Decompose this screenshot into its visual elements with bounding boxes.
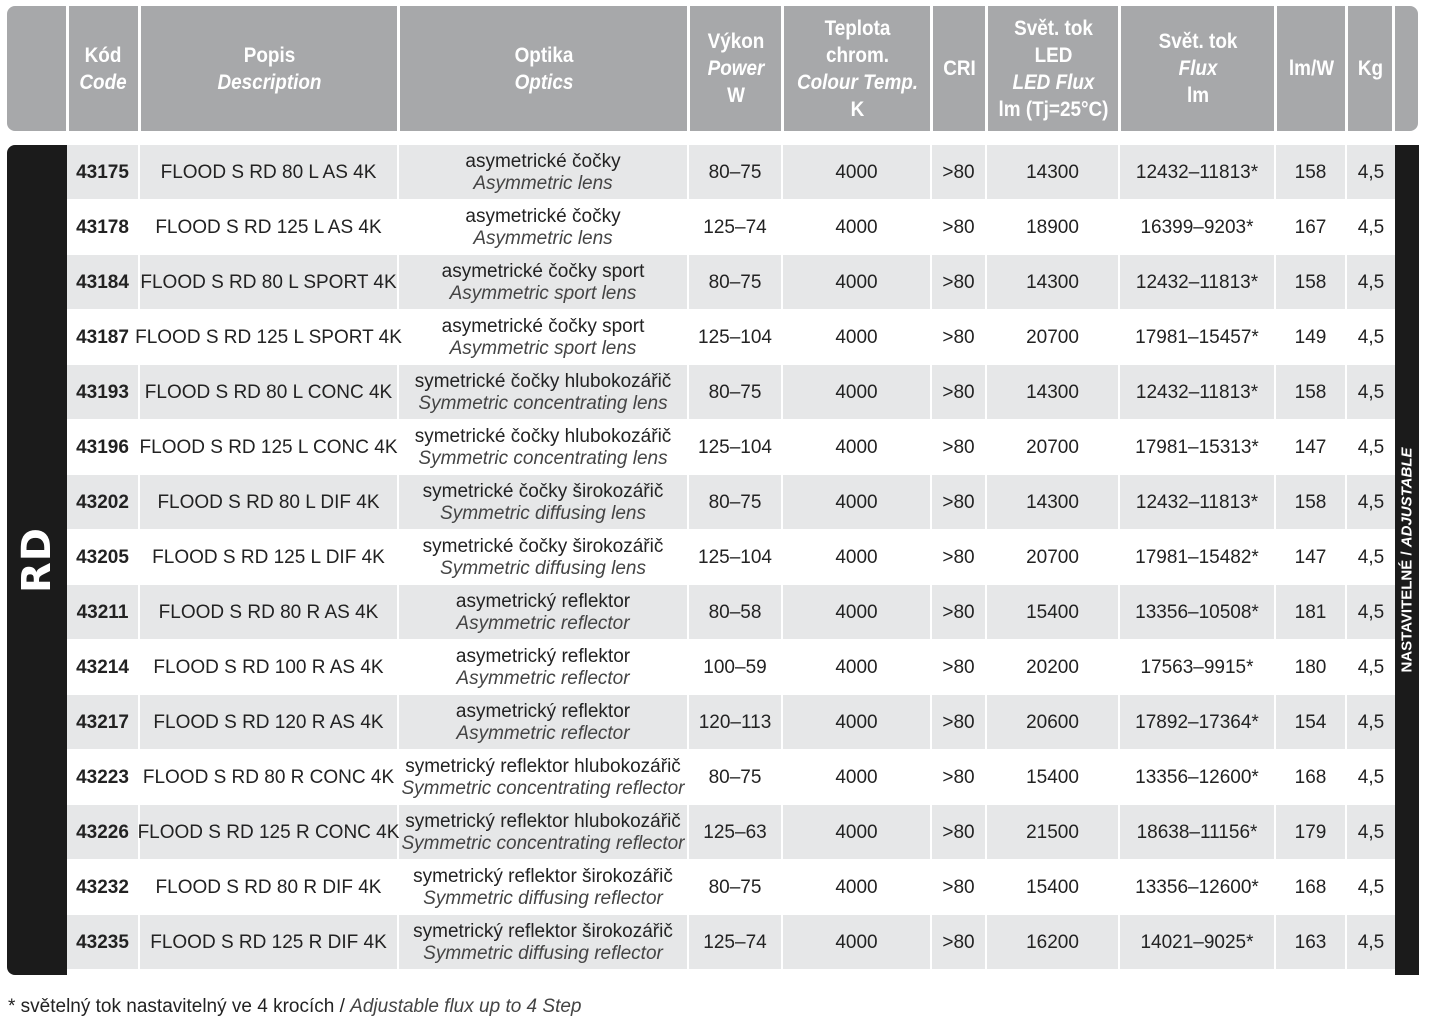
cell-colour-temp: 4000 bbox=[783, 475, 932, 530]
header-power-en: Power bbox=[707, 57, 765, 80]
cell-kg: 4,5 bbox=[1357, 326, 1385, 348]
cell-lm-per-w: 158 bbox=[1276, 255, 1347, 310]
cell-led-flux: 14300 bbox=[987, 475, 1120, 530]
cell-code: 43178 bbox=[67, 200, 140, 255]
cell-code: 43175 bbox=[67, 145, 140, 200]
optics-cz: asymetrický reflektor bbox=[455, 700, 631, 722]
header-optics-cz: Optika bbox=[514, 43, 574, 67]
table-row bbox=[67, 585, 1395, 640]
header-temp-cz: Teplota chrom. bbox=[824, 16, 891, 67]
cell-cri: >80 bbox=[932, 585, 987, 640]
cell-flux: 17563–9915* bbox=[1120, 640, 1276, 695]
header-temp-en: Colour Temp. bbox=[796, 70, 919, 94]
cell-description: FLOOD S RD 80 L CONC 4K bbox=[140, 365, 399, 420]
cell-power: 80–75 bbox=[689, 255, 783, 310]
cell-lm-per-w: 158 bbox=[1276, 475, 1347, 530]
cell-description: FLOOD S RD 80 L SPORT 4K bbox=[140, 255, 399, 310]
header-code-en: Code bbox=[79, 70, 127, 94]
cell-power: 125–74 bbox=[689, 200, 783, 255]
cell-optics bbox=[399, 200, 689, 255]
header-divider bbox=[1118, 6, 1121, 131]
cell-led-flux: 16200 bbox=[987, 915, 1120, 970]
header-desc-cz: Popis bbox=[243, 43, 296, 67]
header-divider bbox=[1345, 6, 1348, 131]
cell-code: 43187 bbox=[67, 310, 140, 365]
cell-power: 125–63 bbox=[689, 805, 783, 860]
cell-colour-temp: 4000 bbox=[783, 915, 932, 970]
cell-lm-per-w: 158 bbox=[1276, 145, 1347, 200]
cell-led-flux: 15400 bbox=[987, 585, 1120, 640]
cell-led-flux: 15400 bbox=[987, 750, 1120, 805]
header-divider bbox=[1392, 6, 1395, 131]
cell-cri: >80 bbox=[932, 750, 987, 805]
table-row bbox=[67, 860, 1395, 915]
cell-cri: >80 bbox=[932, 860, 987, 915]
cell-colour-temp: 4000 bbox=[783, 420, 932, 475]
optics-cz: symetrický reflektor hlubokozářič bbox=[405, 755, 681, 777]
cell-description: FLOOD S RD 125 L CONC 4K bbox=[140, 420, 399, 475]
optics-en: Asymmetric sport lens bbox=[449, 282, 637, 304]
cell-led-flux: 14300 bbox=[987, 365, 1120, 420]
header-lmw-label: lm/W bbox=[1288, 57, 1335, 80]
cell-cri: >80 bbox=[932, 310, 987, 365]
header-kg-label: Kg bbox=[1357, 57, 1384, 80]
cell-kg: 4,5 bbox=[1357, 216, 1385, 238]
optics-cz: asymetrické čočky sport bbox=[441, 315, 645, 337]
cell-lm-per-w: 147 bbox=[1276, 420, 1347, 475]
cell-kg: 4,5 bbox=[1357, 546, 1385, 568]
table-row bbox=[67, 420, 1395, 475]
table-row bbox=[67, 640, 1395, 695]
cell-kg: 4,5 bbox=[1357, 271, 1385, 293]
header-flux-cz: Svět. tok bbox=[1158, 30, 1238, 53]
cell-lm-per-w: 158 bbox=[1276, 365, 1347, 420]
optics-cz: asymetrický reflektor bbox=[455, 590, 631, 612]
cell-code: 43223 bbox=[67, 750, 140, 805]
cell-lm-per-w: 147 bbox=[1276, 530, 1347, 585]
cell-optics bbox=[399, 530, 689, 585]
cell-description: FLOOD S RD 125 L SPORT 4K bbox=[140, 310, 399, 365]
header-divider bbox=[781, 6, 784, 131]
cell-kg: 4,5 bbox=[1357, 821, 1385, 843]
optics-en: Symmetric diffusing reflector bbox=[423, 887, 663, 909]
cell-flux: 13356–12600* bbox=[1120, 860, 1276, 915]
cell-led-flux: 14300 bbox=[987, 255, 1120, 310]
optics-en: Symmetric diffusing reflector bbox=[423, 942, 663, 964]
adjustable-side-label bbox=[1399, 447, 1416, 672]
cell-kg: 4,5 bbox=[1357, 711, 1385, 733]
cell-led-flux: 20700 bbox=[987, 420, 1120, 475]
header-desc-en: Description bbox=[217, 70, 322, 94]
cell-optics bbox=[399, 750, 689, 805]
cell-flux: 13356–10508* bbox=[1120, 585, 1276, 640]
cell-optics bbox=[399, 915, 689, 970]
table-row bbox=[67, 530, 1395, 585]
cell-kg: 4,5 bbox=[1357, 381, 1385, 403]
cell-power: 80–75 bbox=[689, 860, 783, 915]
cell-code: 43214 bbox=[67, 640, 140, 695]
cell-flux: 12432–11813* bbox=[1120, 145, 1276, 200]
optics-en: Asymmetric reflector bbox=[456, 612, 630, 634]
cell-flux: 17981–15482* bbox=[1120, 530, 1276, 585]
cell-colour-temp: 4000 bbox=[783, 750, 932, 805]
optics-cz: symetrické čočky hlubokozářič bbox=[414, 370, 672, 392]
cell-cri: >80 bbox=[932, 255, 987, 310]
cell-cri: >80 bbox=[932, 200, 987, 255]
cell-flux: 12432–11813* bbox=[1120, 255, 1276, 310]
cell-flux: 17981–15313* bbox=[1120, 420, 1276, 475]
cell-cri: >80 bbox=[932, 530, 987, 585]
cell-led-flux: 20200 bbox=[987, 640, 1120, 695]
cell-flux: 18638–11156* bbox=[1120, 805, 1276, 860]
footnote-en: Adjustable flux up to 4 Step bbox=[350, 996, 582, 1017]
cell-description: FLOOD S RD 80 R DIF 4K bbox=[140, 860, 399, 915]
cell-code: 43205 bbox=[67, 530, 140, 585]
table-row bbox=[67, 310, 1395, 365]
header-code-cz: Kód bbox=[84, 43, 122, 67]
cell-optics bbox=[399, 255, 689, 310]
cell-flux: 17892–17364* bbox=[1120, 695, 1276, 750]
optics-cz: symetrické čočky širokozářič bbox=[422, 535, 664, 557]
cell-kg: 4,5 bbox=[1357, 601, 1385, 623]
cell-flux: 12432–11813* bbox=[1120, 475, 1276, 530]
optics-en: Symmetric concentrating reflector bbox=[401, 777, 685, 799]
cell-optics bbox=[399, 365, 689, 420]
cell-kg: 4,5 bbox=[1357, 876, 1385, 898]
header-code bbox=[71, 6, 136, 131]
header-power-unit: W bbox=[727, 84, 745, 107]
cell-code: 43196 bbox=[67, 420, 140, 475]
optics-en: Symmetric diffusing lens bbox=[440, 557, 646, 579]
header-divider bbox=[66, 6, 69, 131]
cell-code: 43184 bbox=[67, 255, 140, 310]
header-flux-unit: lm bbox=[1186, 84, 1210, 107]
header-ledflux-cz: Svět. tok LED bbox=[1014, 16, 1093, 67]
cell-description: FLOOD S RD 125 L DIF 4K bbox=[140, 530, 399, 585]
table-row bbox=[67, 805, 1395, 860]
table-row bbox=[67, 145, 1395, 200]
header-cri-label: CRI bbox=[943, 57, 976, 80]
header-optics bbox=[414, 6, 673, 131]
cell-colour-temp: 4000 bbox=[783, 310, 932, 365]
cell-power: 80–75 bbox=[689, 475, 783, 530]
cell-optics bbox=[399, 420, 689, 475]
side-label-cz: NASTAVITELNÉ / bbox=[1398, 547, 1416, 673]
header-divider bbox=[930, 6, 933, 131]
cell-power: 120–113 bbox=[689, 695, 783, 750]
cell-code: 43211 bbox=[67, 585, 140, 640]
header-flux bbox=[1129, 6, 1268, 131]
header-divider bbox=[1274, 6, 1277, 131]
cell-code: 43202 bbox=[67, 475, 140, 530]
header-ledflux-en: LED Flux bbox=[1012, 70, 1095, 94]
header-temp-unit: K bbox=[850, 97, 865, 121]
cell-cri: >80 bbox=[932, 365, 987, 420]
cell-lm-per-w: 167 bbox=[1276, 200, 1347, 255]
header-lm-per-w bbox=[1280, 6, 1342, 131]
footnote bbox=[8, 996, 582, 1018]
optics-en: Symmetric concentrating lens bbox=[418, 392, 668, 414]
cell-optics bbox=[399, 805, 689, 860]
cell-code: 43217 bbox=[67, 695, 140, 750]
cell-power: 80–75 bbox=[689, 750, 783, 805]
optics-en: Asymmetric lens bbox=[473, 172, 613, 194]
cell-kg: 4,5 bbox=[1357, 161, 1385, 183]
cell-optics bbox=[399, 145, 689, 200]
header-kg bbox=[1350, 6, 1391, 131]
cell-description: FLOOD S RD 80 R CONC 4K bbox=[140, 750, 399, 805]
cell-cri: >80 bbox=[932, 640, 987, 695]
cell-flux: 17981–15457* bbox=[1120, 310, 1276, 365]
cell-led-flux: 20700 bbox=[987, 530, 1120, 585]
optics-en: Asymmetric sport lens bbox=[449, 337, 637, 359]
table-row bbox=[67, 200, 1395, 255]
cell-kg: 4,5 bbox=[1357, 436, 1385, 458]
cell-power: 80–58 bbox=[689, 585, 783, 640]
cell-cri: >80 bbox=[932, 420, 987, 475]
header-optics-en: Optics bbox=[514, 70, 574, 94]
cell-kg: 4,5 bbox=[1357, 931, 1385, 953]
optics-cz: asymetrické čočky bbox=[465, 150, 621, 172]
cell-colour-temp: 4000 bbox=[783, 695, 932, 750]
cell-kg: 4,5 bbox=[1357, 656, 1385, 678]
cell-code: 43232 bbox=[67, 860, 140, 915]
cell-flux: 14021–9025* bbox=[1120, 915, 1276, 970]
product-table bbox=[67, 145, 1395, 970]
table-row bbox=[67, 475, 1395, 530]
cell-optics bbox=[399, 475, 689, 530]
cell-lm-per-w: 154 bbox=[1276, 695, 1347, 750]
cell-lm-per-w: 181 bbox=[1276, 585, 1347, 640]
table-row bbox=[67, 750, 1395, 805]
cell-description: FLOOD S RD 80 L AS 4K bbox=[140, 145, 399, 200]
cell-power: 125–104 bbox=[689, 310, 783, 365]
header-colour-temp bbox=[791, 6, 923, 131]
cell-optics bbox=[399, 640, 689, 695]
cell-colour-temp: 4000 bbox=[783, 585, 932, 640]
cell-power: 125–104 bbox=[689, 530, 783, 585]
rd-logo: RD bbox=[14, 526, 60, 594]
cell-description: FLOOD S RD 125 R DIF 4K bbox=[140, 915, 399, 970]
cell-colour-temp: 4000 bbox=[783, 805, 932, 860]
optics-en: Asymmetric reflector bbox=[456, 722, 630, 744]
cell-lm-per-w: 180 bbox=[1276, 640, 1347, 695]
cell-colour-temp: 4000 bbox=[783, 530, 932, 585]
header-power bbox=[695, 6, 778, 131]
cell-optics bbox=[399, 860, 689, 915]
cell-colour-temp: 4000 bbox=[783, 860, 932, 915]
cell-cri: >80 bbox=[932, 695, 987, 750]
optics-cz: asymetrické čočky bbox=[465, 205, 621, 227]
cell-flux: 13356–12600* bbox=[1120, 750, 1276, 805]
cell-code: 43235 bbox=[67, 915, 140, 970]
cell-lm-per-w: 168 bbox=[1276, 860, 1347, 915]
header-divider bbox=[687, 6, 690, 131]
optics-cz: symetrické čočky hlubokozářič bbox=[414, 425, 672, 447]
cell-description: FLOOD S RD 125 L AS 4K bbox=[140, 200, 399, 255]
optics-en: Symmetric concentrating reflector bbox=[401, 832, 685, 854]
cell-description: FLOOD S RD 125 R CONC 4K bbox=[140, 805, 399, 860]
table-row bbox=[67, 915, 1395, 970]
cell-description: FLOOD S RD 80 L DIF 4K bbox=[140, 475, 399, 530]
header-led-flux bbox=[995, 6, 1113, 131]
header-power-cz: Výkon bbox=[707, 30, 765, 53]
optics-cz: symetrický reflektor hlubokozářič bbox=[405, 810, 681, 832]
cell-colour-temp: 4000 bbox=[783, 200, 932, 255]
optics-cz: symetrický reflektor širokozářič bbox=[413, 920, 673, 942]
cell-flux: 12432–11813* bbox=[1120, 365, 1276, 420]
cell-flux: 16399–9203* bbox=[1120, 200, 1276, 255]
header-divider bbox=[138, 6, 141, 131]
cell-power: 80–75 bbox=[689, 145, 783, 200]
cell-led-flux: 15400 bbox=[987, 860, 1120, 915]
cell-kg: 4,5 bbox=[1357, 766, 1385, 788]
cell-led-flux: 14300 bbox=[987, 145, 1120, 200]
header-divider bbox=[985, 6, 988, 131]
cell-led-flux: 18900 bbox=[987, 200, 1120, 255]
cell-description: FLOOD S RD 100 R AS 4K bbox=[140, 640, 399, 695]
optics-cz: symetrické čočky širokozářič bbox=[422, 480, 664, 502]
cell-lm-per-w: 179 bbox=[1276, 805, 1347, 860]
cell-code: 43226 bbox=[67, 805, 140, 860]
cell-kg: 4,5 bbox=[1357, 491, 1385, 513]
cell-optics bbox=[399, 310, 689, 365]
header-divider bbox=[397, 6, 400, 131]
cell-lm-per-w: 168 bbox=[1276, 750, 1347, 805]
cell-led-flux: 20700 bbox=[987, 310, 1120, 365]
optics-en: Symmetric concentrating lens bbox=[418, 447, 668, 469]
optics-en: Asymmetric lens bbox=[473, 227, 613, 249]
cell-cri: >80 bbox=[932, 805, 987, 860]
cell-code: 43193 bbox=[67, 365, 140, 420]
header-flux-en: Flux bbox=[1178, 57, 1218, 80]
cell-optics bbox=[399, 585, 689, 640]
table-row bbox=[67, 255, 1395, 310]
table-row bbox=[67, 695, 1395, 750]
cell-description: FLOOD S RD 80 R AS 4K bbox=[140, 585, 399, 640]
cell-optics bbox=[399, 695, 689, 750]
cell-cri: >80 bbox=[932, 475, 987, 530]
cell-cri: >80 bbox=[932, 145, 987, 200]
cell-colour-temp: 4000 bbox=[783, 365, 932, 420]
cell-description: FLOOD S RD 120 R AS 4K bbox=[140, 695, 399, 750]
cell-lm-per-w: 149 bbox=[1276, 310, 1347, 365]
optics-cz: asymetrické čočky sport bbox=[441, 260, 645, 282]
header-description bbox=[154, 6, 385, 131]
optics-en: Asymmetric reflector bbox=[456, 667, 630, 689]
side-label-en: ADJUSTABLE bbox=[1398, 447, 1416, 548]
cell-lm-per-w: 163 bbox=[1276, 915, 1347, 970]
optics-cz: asymetrický reflektor bbox=[455, 645, 631, 667]
cell-cri: >80 bbox=[932, 915, 987, 970]
cell-power: 100–59 bbox=[689, 640, 783, 695]
cell-led-flux: 21500 bbox=[987, 805, 1120, 860]
optics-cz: symetrický reflektor širokozářič bbox=[413, 865, 673, 887]
cell-led-flux: 20600 bbox=[987, 695, 1120, 750]
optics-en: Symmetric diffusing lens bbox=[440, 502, 646, 524]
cell-colour-temp: 4000 bbox=[783, 255, 932, 310]
cell-power: 125–74 bbox=[689, 915, 783, 970]
header-cri bbox=[936, 6, 984, 131]
cell-colour-temp: 4000 bbox=[783, 640, 932, 695]
header-ledflux-unit: lm (Tj=25°C) bbox=[998, 97, 1109, 121]
cell-power: 125–104 bbox=[689, 420, 783, 475]
cell-power: 80–75 bbox=[689, 365, 783, 420]
cell-colour-temp: 4000 bbox=[783, 145, 932, 200]
table-row bbox=[67, 365, 1395, 420]
footnote-cz: * světelný tok nastavitelný ve 4 krocích / bbox=[8, 996, 351, 1017]
